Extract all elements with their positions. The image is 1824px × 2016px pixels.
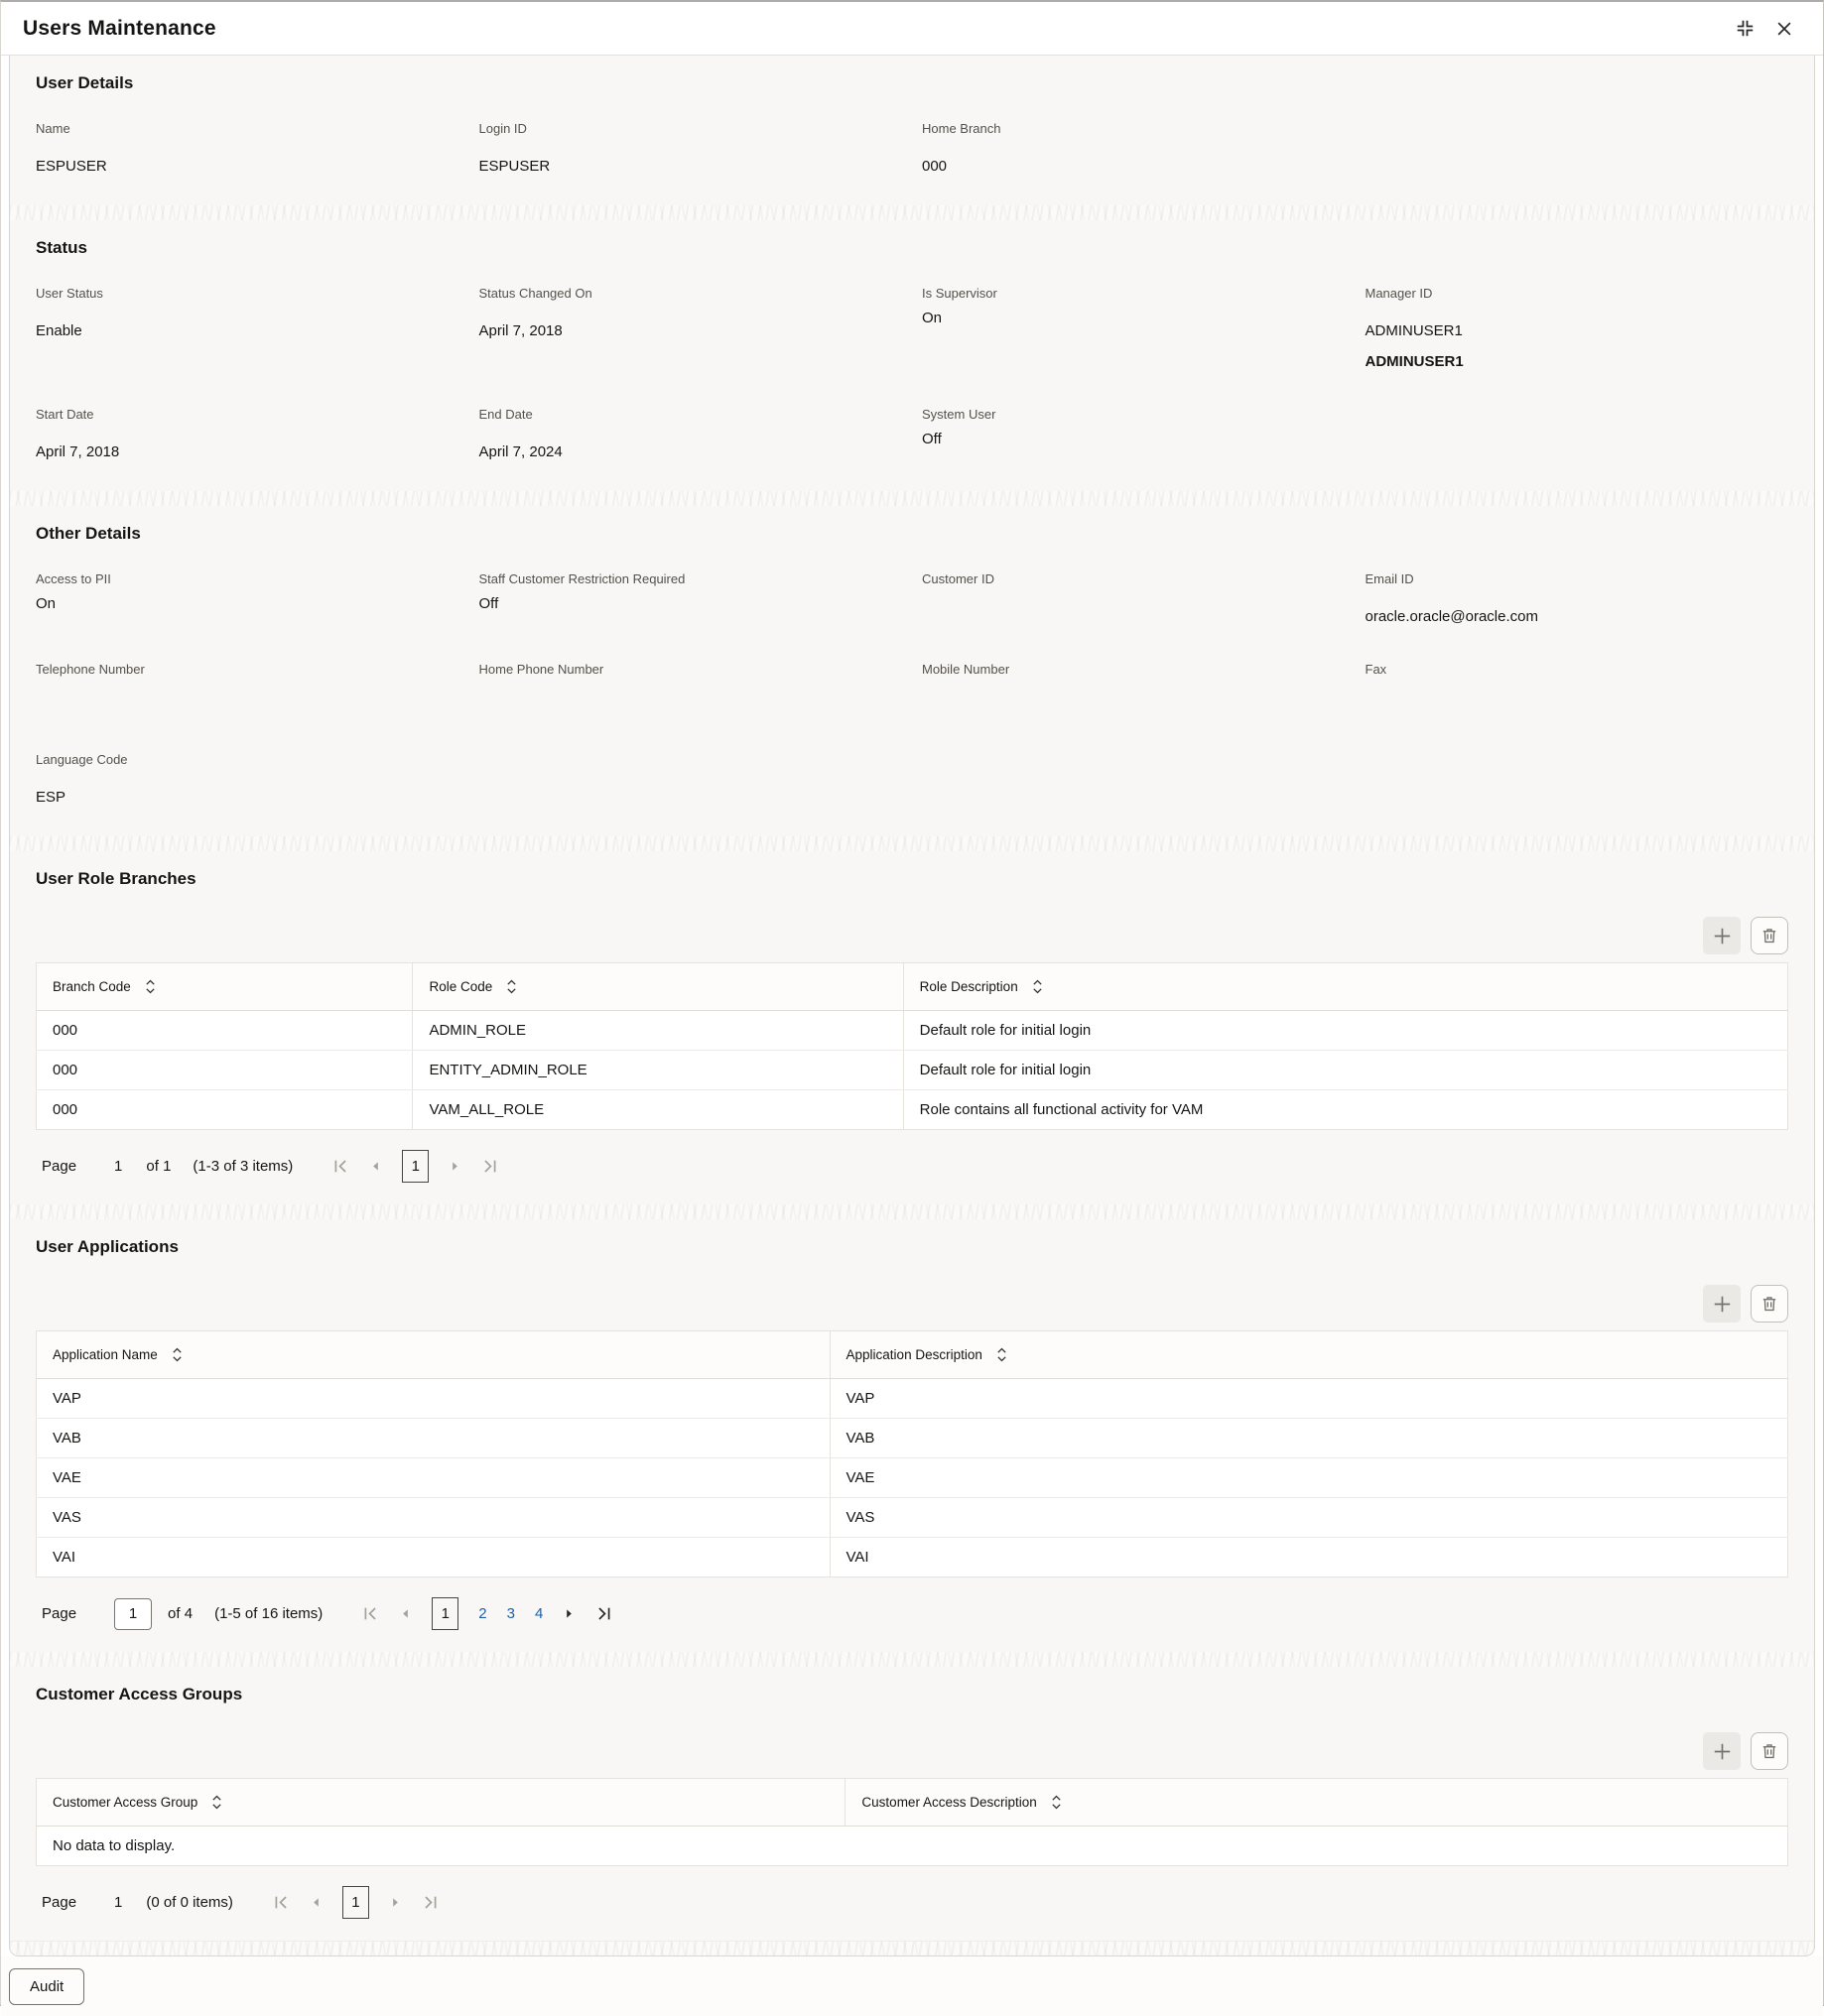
card-bottom-texture: [10, 1941, 1814, 1955]
table-row[interactable]: [37, 1090, 1788, 1130]
previous-page-icon: [310, 1896, 323, 1909]
table-row[interactable]: [37, 1458, 1788, 1498]
trash-icon: [1760, 927, 1778, 945]
field-value: April 7, 2018: [36, 443, 120, 460]
page-number-link[interactable]: 2: [478, 1605, 487, 1622]
section-other-details: [10, 506, 1814, 836]
cell-role-code: ADMIN_ROLE: [413, 1011, 903, 1051]
field-value: 000: [922, 158, 948, 175]
last-page-button[interactable]: [422, 1894, 439, 1911]
cell-application-name: VAE: [37, 1458, 831, 1498]
field-start-date: [36, 407, 459, 461]
table-row[interactable]: [37, 1051, 1788, 1090]
delete-application-button[interactable]: [1751, 1285, 1788, 1323]
column-label: Application Name: [53, 1347, 158, 1362]
field-value: ESPUSER: [36, 158, 107, 175]
cell-role-description: Role contains all functional activity for VAM: [903, 1090, 1787, 1130]
page-number-input[interactable]: [114, 1598, 152, 1630]
cell-application-name: VAI: [37, 1538, 831, 1577]
cell-role-code: ENTITY_ADMIN_ROLE: [413, 1051, 903, 1090]
section-user-details: [10, 56, 1814, 205]
field-label: Access to PII: [36, 571, 111, 586]
footer: [1, 1956, 1823, 2016]
table-row[interactable]: [37, 1538, 1788, 1577]
column-header-customer-access-group[interactable]: [37, 1779, 846, 1827]
trash-icon: [1760, 1742, 1778, 1760]
toggle-value: Off: [922, 431, 942, 447]
last-page-button[interactable]: [595, 1605, 612, 1622]
collapse-window-button[interactable]: [1730, 14, 1759, 44]
access-groups-toolbar: [36, 1732, 1788, 1770]
column-header-role-description[interactable]: [903, 963, 1787, 1011]
status-title: Status: [36, 238, 87, 257]
previous-page-button[interactable]: [369, 1160, 382, 1173]
cell-application-description: VAP: [830, 1379, 1787, 1419]
last-page-button[interactable]: [481, 1158, 498, 1175]
sort-icon[interactable]: [1032, 978, 1043, 995]
maintenance-card: [9, 56, 1815, 1956]
field-system-user: [922, 407, 1346, 461]
page-number-link[interactable]: 4: [534, 1605, 544, 1622]
section-separator: [10, 836, 1814, 851]
current-page: 1: [114, 1158, 123, 1175]
cell-role-description: Default role for initial login: [903, 1051, 1787, 1090]
field-home-branch: [922, 121, 1346, 176]
column-label: Branch Code: [53, 979, 131, 994]
field-label: Home Branch: [922, 121, 1001, 136]
page-number-link[interactable]: 3: [506, 1605, 515, 1622]
customer-access-groups-title: Customer Access Groups: [36, 1685, 243, 1703]
manager-id-description: ADMINUSER1: [1365, 353, 1464, 370]
sort-icon[interactable]: [1051, 1794, 1062, 1811]
field-value: [922, 608, 1346, 626]
previous-page-button[interactable]: [310, 1896, 323, 1909]
field-label: Status Changed On: [478, 286, 592, 301]
column-header-branch-code[interactable]: [37, 963, 413, 1011]
field-value: ESP: [36, 789, 66, 806]
field-label: Fax: [1365, 662, 1387, 677]
user-applications-table: [36, 1330, 1788, 1577]
field-manager-id: [1366, 286, 1789, 371]
field-label: Login ID: [478, 121, 527, 136]
page-number-current[interactable]: 1: [342, 1886, 369, 1919]
cell-branch-code: 000: [37, 1011, 413, 1051]
toggle-value: On: [922, 310, 943, 326]
cell-application-description: VAE: [830, 1458, 1787, 1498]
field-is-supervisor: [922, 286, 1346, 371]
no-data-message: No data to display.: [37, 1827, 1788, 1866]
field-label: Language Code: [36, 752, 128, 767]
first-page-button[interactable]: [362, 1605, 379, 1622]
cell-role-description: Default role for initial login: [903, 1011, 1787, 1051]
cell-branch-code: 000: [37, 1090, 413, 1130]
toggle-value: On: [36, 595, 57, 612]
cell-branch-code: 000: [37, 1051, 413, 1090]
cell-application-description: VAB: [830, 1419, 1787, 1458]
field-fax: [1366, 662, 1789, 716]
current-page: 1: [114, 1894, 123, 1911]
page-number-current[interactable]: 1: [432, 1597, 458, 1630]
field-value: [1366, 698, 1789, 716]
field-home-phone-number: [479, 662, 903, 716]
last-page-icon: [422, 1894, 439, 1911]
section-separator: [10, 491, 1814, 506]
field-value: ESPUSER: [478, 158, 551, 175]
field-name: [36, 121, 459, 176]
table-row[interactable]: [37, 1379, 1788, 1419]
field-label: Is Supervisor: [922, 286, 997, 301]
add-role-branch-button[interactable]: [1703, 917, 1741, 954]
page-number-current[interactable]: 1: [402, 1150, 429, 1183]
cell-application-name: VAP: [37, 1379, 831, 1419]
field-end-date: [479, 407, 903, 461]
field-label: Mobile Number: [922, 662, 1010, 677]
next-page-icon: [563, 1607, 576, 1620]
collapse-icon: [1736, 19, 1755, 38]
next-page-button[interactable]: [449, 1160, 461, 1173]
delete-role-branch-button[interactable]: [1751, 917, 1788, 954]
field-label: Telephone Number: [36, 662, 145, 677]
last-page-icon: [595, 1605, 612, 1622]
section-separator: [10, 1204, 1814, 1219]
page-title: Users Maintenance: [23, 16, 216, 40]
add-application-button[interactable]: [1703, 1285, 1741, 1323]
field-label: Home Phone Number: [478, 662, 604, 677]
role-branches-toolbar: [36, 917, 1788, 954]
field-value: oracle.oracle@oracle.com: [1365, 608, 1538, 625]
section-separator: [10, 205, 1814, 220]
field-label: Email ID: [1365, 571, 1414, 586]
column-label: Customer Access Description: [861, 1795, 1037, 1810]
cell-role-code: VAM_ALL_ROLE: [413, 1090, 903, 1130]
user-applications-title: User Applications: [36, 1237, 179, 1256]
last-page-icon: [481, 1158, 498, 1175]
sort-icon[interactable]: [211, 1794, 222, 1811]
field-value: April 7, 2024: [478, 443, 563, 460]
field-label: System User: [922, 407, 996, 422]
field-login-id: [479, 121, 903, 176]
add-access-group-button[interactable]: [1703, 1732, 1741, 1770]
field-customer-id: [922, 571, 1346, 626]
next-page-button[interactable]: [389, 1896, 402, 1909]
user-details-title: User Details: [36, 73, 134, 92]
next-page-icon: [389, 1896, 402, 1909]
sort-icon[interactable]: [145, 978, 156, 995]
close-icon: [1775, 20, 1793, 38]
field-label: Customer ID: [922, 571, 994, 586]
sort-icon[interactable]: [996, 1346, 1007, 1363]
field-mobile-number: [922, 662, 1346, 716]
other-details-title: Other Details: [36, 524, 141, 543]
content-area: [1, 56, 1823, 1956]
field-access-to-pii: [36, 571, 459, 626]
table-row[interactable]: [37, 1011, 1788, 1051]
first-page-icon: [332, 1158, 349, 1175]
next-page-button[interactable]: [563, 1607, 576, 1620]
delete-access-group-button[interactable]: [1751, 1732, 1788, 1770]
field-staff-restriction: [479, 571, 903, 626]
field-value: [479, 698, 903, 716]
field-value: [922, 698, 1346, 716]
page-label: Page: [42, 1158, 77, 1175]
audit-button[interactable]: Audit: [9, 1968, 84, 2005]
first-page-button[interactable]: [273, 1894, 290, 1911]
field-label: User Status: [36, 286, 103, 301]
section-user-applications: [10, 1219, 1814, 1652]
access-groups-pagination: [36, 1866, 1788, 1925]
column-header-application-description[interactable]: [830, 1331, 1787, 1379]
sort-icon[interactable]: [506, 978, 517, 995]
toggle-value: Off: [478, 595, 499, 612]
column-label: Application Description: [846, 1347, 982, 1362]
cell-application-description: VAS: [830, 1498, 1787, 1538]
column-label: Role Code: [429, 979, 493, 994]
field-language-code: [36, 752, 459, 807]
cell-application-description: VAI: [830, 1538, 1787, 1577]
applications-toolbar: [36, 1285, 1788, 1323]
page-label: Page: [42, 1605, 77, 1622]
field-email-id: [1366, 571, 1789, 626]
cell-application-name: VAB: [37, 1419, 831, 1458]
close-window-button[interactable]: [1769, 14, 1799, 44]
field-user-status: [36, 286, 459, 371]
column-label: Role Description: [919, 979, 1018, 994]
field-value: Enable: [36, 322, 82, 339]
trash-icon: [1760, 1295, 1778, 1313]
column-header-customer-access-description[interactable]: [846, 1779, 1788, 1827]
items-summary: (1-3 of 3 items): [193, 1158, 294, 1175]
page-label: Page: [42, 1894, 77, 1911]
user-role-branches-title: User Role Branches: [36, 869, 196, 888]
section-customer-access-groups: [10, 1667, 1814, 1941]
previous-page-icon: [399, 1607, 412, 1620]
titlebar: [1, 2, 1823, 56]
user-role-branches-table: [36, 962, 1788, 1130]
plus-icon: [1713, 1295, 1732, 1314]
field-telephone-number: [36, 662, 459, 716]
previous-page-button[interactable]: [399, 1607, 412, 1620]
field-label: End Date: [478, 407, 533, 422]
field-label: Manager ID: [1365, 286, 1433, 301]
page-of: of 4: [168, 1605, 194, 1622]
next-page-icon: [449, 1160, 461, 1173]
section-status: [10, 220, 1814, 491]
field-value: [36, 698, 459, 716]
plus-icon: [1713, 1742, 1732, 1761]
field-label: Name: [36, 121, 70, 136]
empty-table-row: [37, 1827, 1788, 1866]
table-row[interactable]: [37, 1498, 1788, 1538]
plus-icon: [1713, 927, 1732, 945]
column-header-role-code[interactable]: [413, 963, 903, 1011]
column-label: Customer Access Group: [53, 1795, 198, 1810]
field-value: ADMINUSER1: [1365, 322, 1463, 339]
section-separator: [10, 1652, 1814, 1667]
first-page-icon: [273, 1894, 290, 1911]
previous-page-icon: [369, 1160, 382, 1173]
first-page-icon: [362, 1605, 379, 1622]
table-row[interactable]: [37, 1419, 1788, 1458]
sort-icon[interactable]: [172, 1346, 183, 1363]
column-header-application-name[interactable]: [37, 1331, 831, 1379]
field-label: Staff Customer Restriction Required: [478, 571, 686, 586]
field-value: April 7, 2018: [478, 322, 563, 339]
first-page-button[interactable]: [332, 1158, 349, 1175]
field-status-changed-on: [479, 286, 903, 371]
applications-pagination: [36, 1577, 1788, 1636]
items-summary: (1-5 of 16 items): [214, 1605, 324, 1622]
section-user-role-branches: [10, 851, 1814, 1204]
customer-access-groups-table: [36, 1778, 1788, 1866]
page-of: of 1: [146, 1158, 172, 1175]
items-summary: (0 of 0 items): [146, 1894, 233, 1911]
role-branches-pagination: [36, 1130, 1788, 1189]
field-label: Start Date: [36, 407, 94, 422]
cell-application-name: VAS: [37, 1498, 831, 1538]
